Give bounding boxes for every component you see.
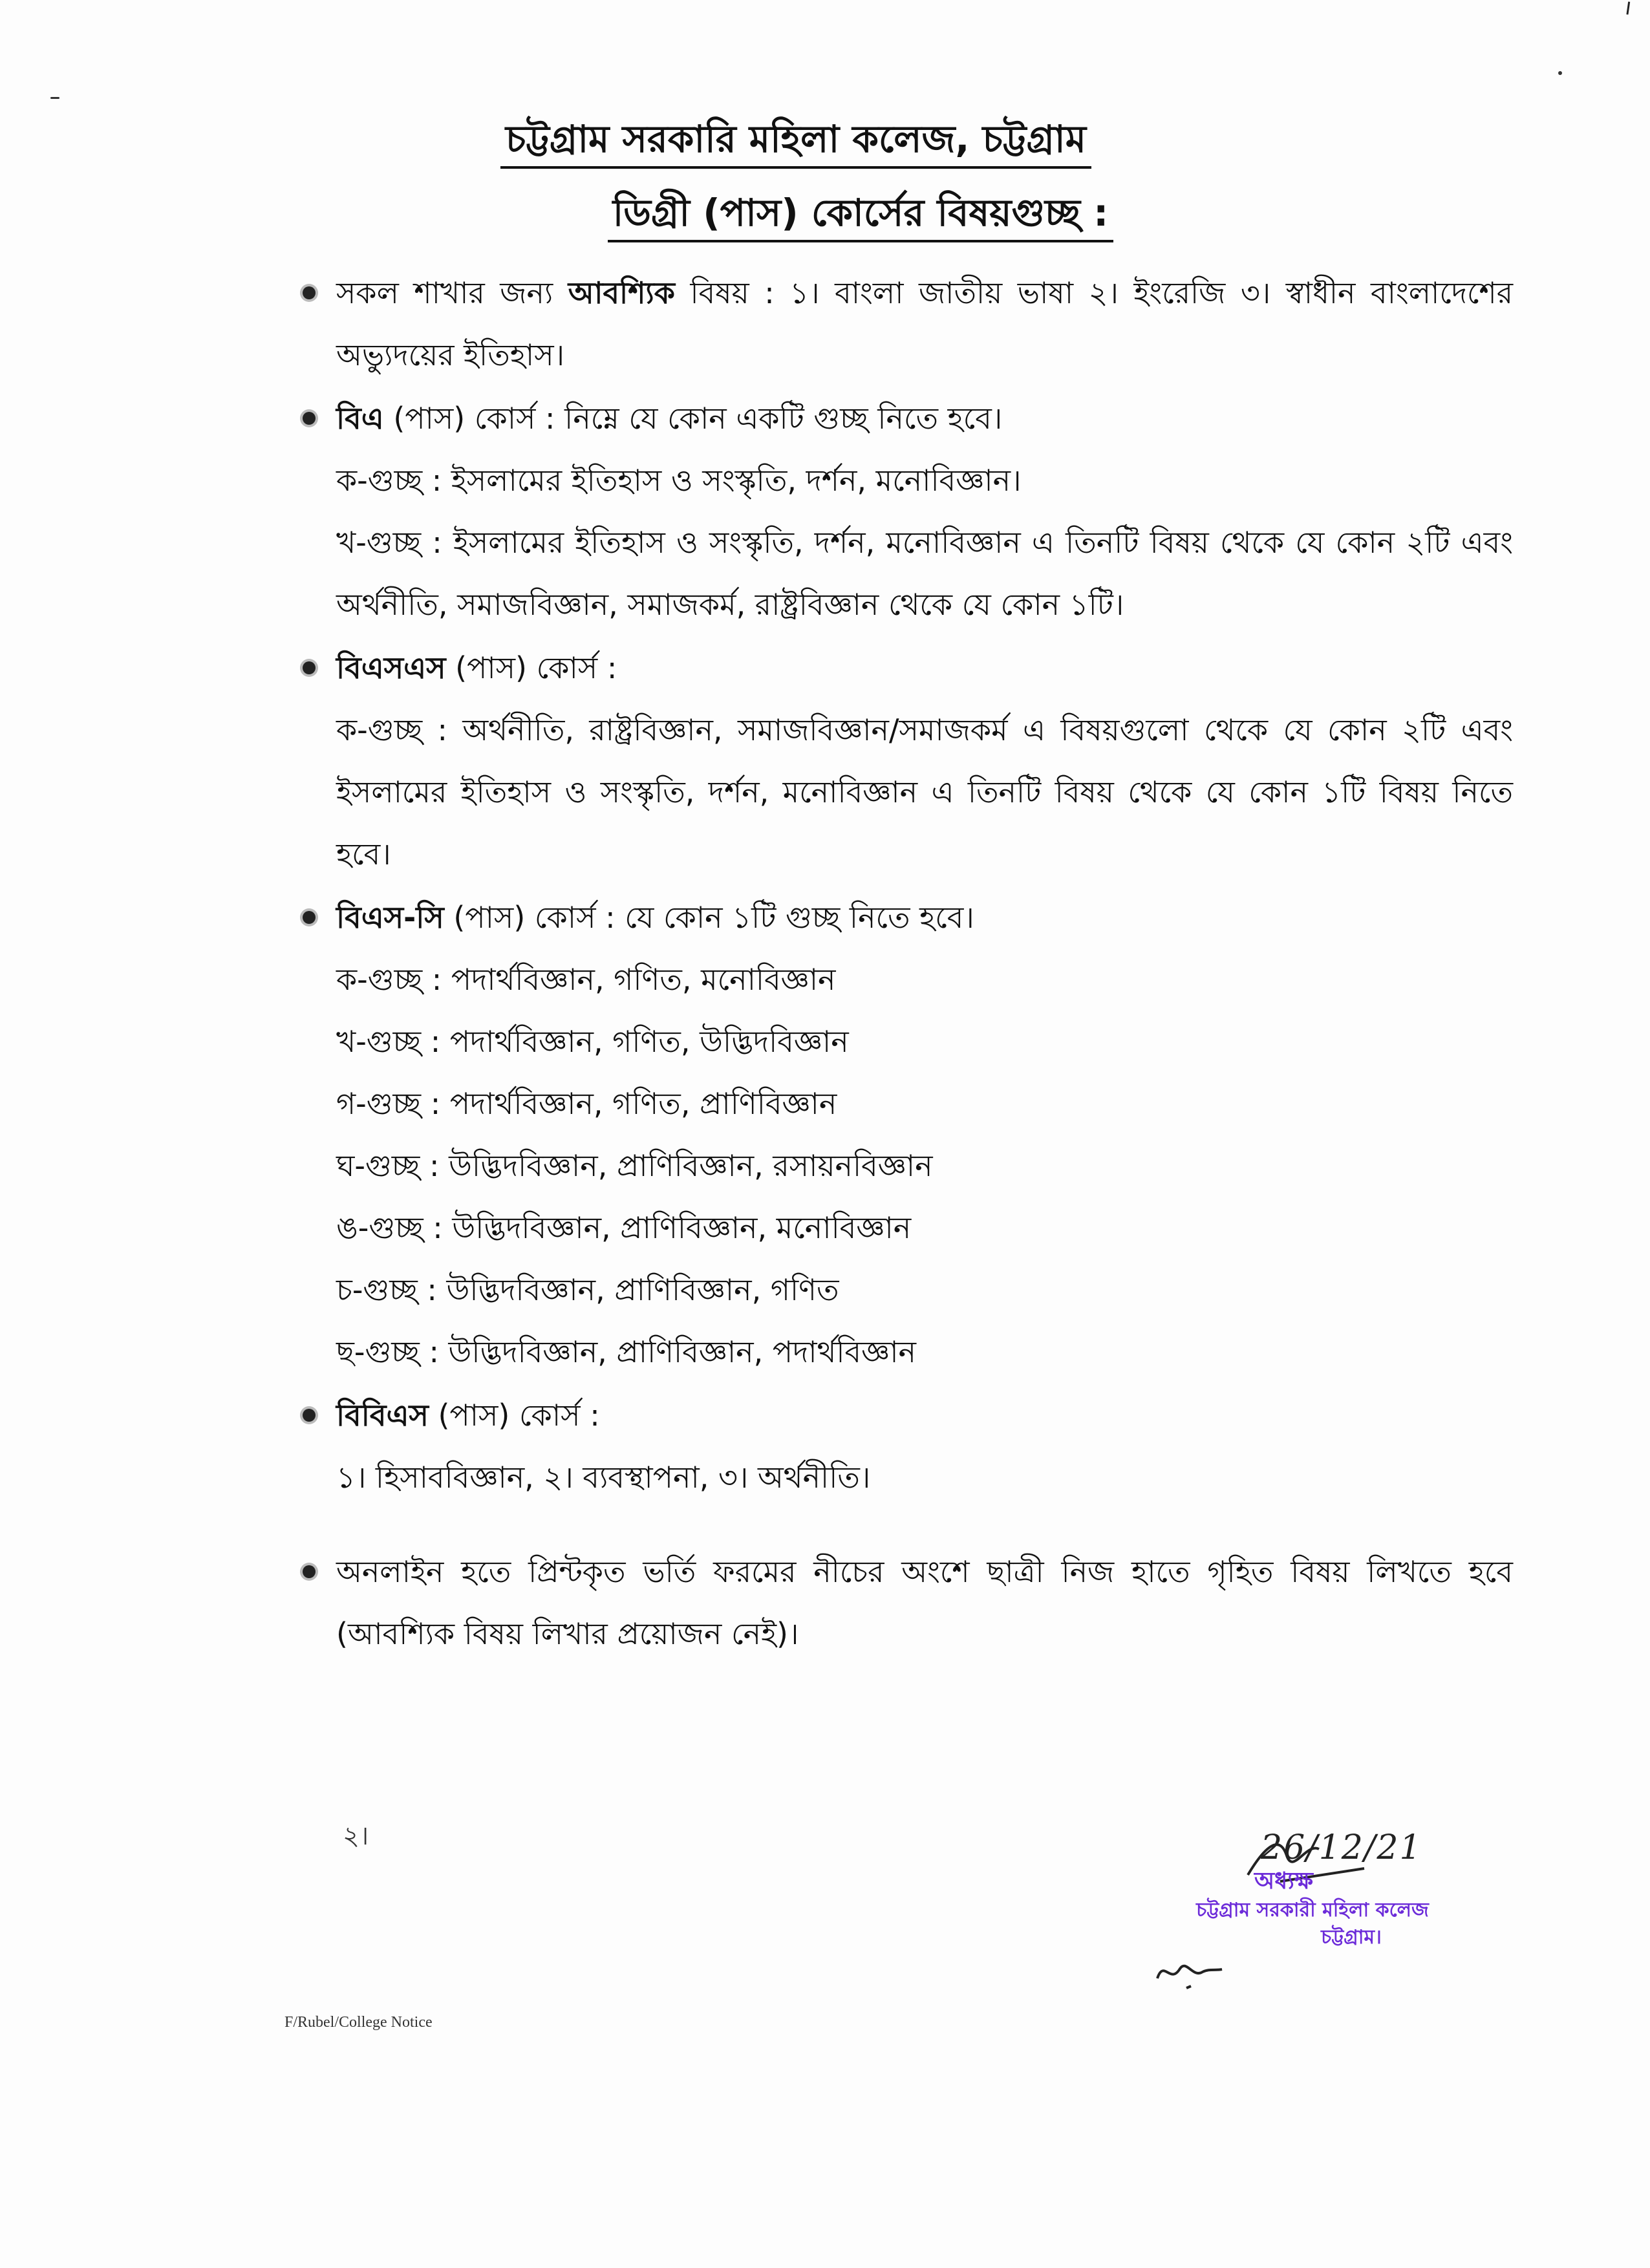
compulsory-section	[336, 262, 1513, 386]
initials-icon	[1151, 1952, 1228, 1991]
document-subtitle: ডিগ্রী (পাস) কোর্সের বিষয়গুচ্ছ :	[608, 187, 1114, 242]
bbs-subjects: ১। হিসাববিজ্ঞান, ২। ব্যবস্থাপনা, ৩। অর্থনীতি।	[336, 1460, 871, 1495]
bsc-group: ঘ-গুচ্ছ : উদ্ভিদবিজ্ঞান, প্রাণিবিজ্ঞান, রসায়নবিজ্ঞান	[336, 1148, 933, 1183]
bsc-heading	[336, 886, 1513, 948]
bsc-group: চ-গুচ্ছ : উদ্ভিদবিজ্ঞান, প্রাণিবিজ্ঞান, গণিত	[336, 1272, 839, 1307]
bbs-section	[336, 1384, 1513, 1508]
bsc-group: খ-গুচ্ছ : পদার্থবিজ্ঞান, গণিত, উদ্ভিদবিজ্ঞান	[336, 1024, 849, 1059]
bullet-icon	[303, 1409, 316, 1422]
bsc-group: গ-গুচ্ছ : পদার্থবিজ্ঞান, গণিত, প্রাণিবিজ্ঞান	[336, 1086, 837, 1121]
bbs-title: বিবিএস	[336, 1398, 429, 1433]
document-header	[0, 113, 1650, 261]
bsc-group: ছ-গুচ্ছ : উদ্ভিদবিজ্ঞান, প্রাণিবিজ্ঞান, পদার্থবিজ্ঞান	[336, 1334, 916, 1369]
stamp-college: চট্টগ্রাম সরকারী মহিলা কলেজ	[1196, 1899, 1429, 1921]
bsc-group: ক-গুচ্ছ : পদার্থবিজ্ঞান, গণিত, মনোবিজ্ঞান	[336, 962, 836, 997]
note-section	[336, 1541, 1513, 1665]
bss-title: বিএসএস	[336, 650, 446, 685]
bsc-instruction: (পাস) কোর্স : যে কোন ১টি গুচ্ছ নিতে হবে।	[444, 900, 974, 935]
compulsory-text	[336, 262, 1513, 386]
bullet-icon	[303, 412, 316, 425]
ba-group: ক-গুচ্ছ : ইসলামের ইতিহাস ও সংস্কৃতি, দর্শন, মনোবিজ্ঞান।	[336, 463, 1022, 498]
bullet-icon	[303, 911, 316, 924]
bullet-icon	[303, 1565, 316, 1578]
ba-section	[336, 387, 1513, 636]
signature-date: 26/12/21	[1261, 1828, 1422, 1867]
compulsory-prefix: সকল শাখার জন্য	[336, 275, 568, 310]
bss-heading	[336, 637, 1513, 699]
footer-reference: F/Rubel/College Notice	[284, 2014, 433, 2031]
ba-heading	[336, 387, 1513, 449]
bullet-icon	[303, 661, 316, 674]
compulsory-bold-label: আবশ্যিক	[568, 275, 675, 310]
bbs-heading	[336, 1384, 1513, 1446]
margin-mark: ২।	[343, 1821, 369, 1851]
bullet-icon	[303, 286, 316, 299]
stamp-city: চট্টগ্রাম।	[1321, 1926, 1382, 1949]
bsc-title: বিএস-সি	[336, 900, 444, 935]
bbs-instruction: (পাস) কোর্স :	[428, 1398, 600, 1433]
bss-instruction: (পাস) কোর্স :	[445, 650, 617, 685]
bsc-group: ঙ-গুচ্ছ : উদ্ভিদবিজ্ঞান, প্রাণিবিজ্ঞান, মনোবিজ্ঞান	[336, 1210, 912, 1245]
bsc-section	[336, 886, 1513, 1383]
scan-speck	[50, 97, 59, 99]
compulsory-subjects: বিষয় : ১। বাংলা জাতীয় ভাষা ২। ইংরেজি ৩। স্বাধীন বাংলাদেশের অভ্যুদয়ের ইতিহাস।	[336, 275, 1514, 372]
ba-instruction: (পাস) কোর্স : নিম্নে যে কোন একটি গুচ্ছ নিতে হবে।	[383, 401, 1003, 436]
stamp-title: অধ্যক্ষ	[1254, 1868, 1313, 1894]
document-body	[336, 262, 1513, 1666]
note-text: অনলাইন হতে প্রিন্টকৃত ভর্তি ফরমের নীচের অংশে ছাত্রী নিজ হাতে গৃহিত বিষয় লিখতে হবে (আবশ্যিক বিষয় লিখার প্রয়োজন নেই)।	[336, 1554, 1513, 1651]
college-name: চট্টগ্রাম সরকারি মহিলা কলেজ, চট্টগ্রাম	[500, 113, 1091, 169]
scan-edge-mark	[1603, 0, 1630, 15]
bss-section	[336, 637, 1513, 885]
ba-group: খ-গুচ্ছ : ইসলামের ইতিহাস ও সংস্কৃতি, দর্শন, মনোবিজ্ঞান এ তিনটি বিষয় থেকে যে কোন ২টি এবং অর্থনীতি, সমাজবিজ্ঞান, সমাজকর্ম, রাষ্ট্রবিজ্ঞান থেকে যে কোন ১টি।	[336, 525, 1513, 622]
ba-title: বিএ	[336, 401, 384, 436]
bss-group: ক-গুচ্ছ : অর্থনীতি, রাষ্ট্রবিজ্ঞান, সমাজবিজ্ঞান/সমাজকর্ম এ বিষয়গুলো থেকে যে কোন ২টি এবং ইসলামের ইতিহাস ও সংস্কৃতি, দর্শন, মনোবিজ্ঞান এ তিনটি বিষয় থেকে যে কোন ১টি বিষয় নিতে হবে।	[336, 712, 1513, 872]
scan-speck	[1558, 71, 1562, 75]
